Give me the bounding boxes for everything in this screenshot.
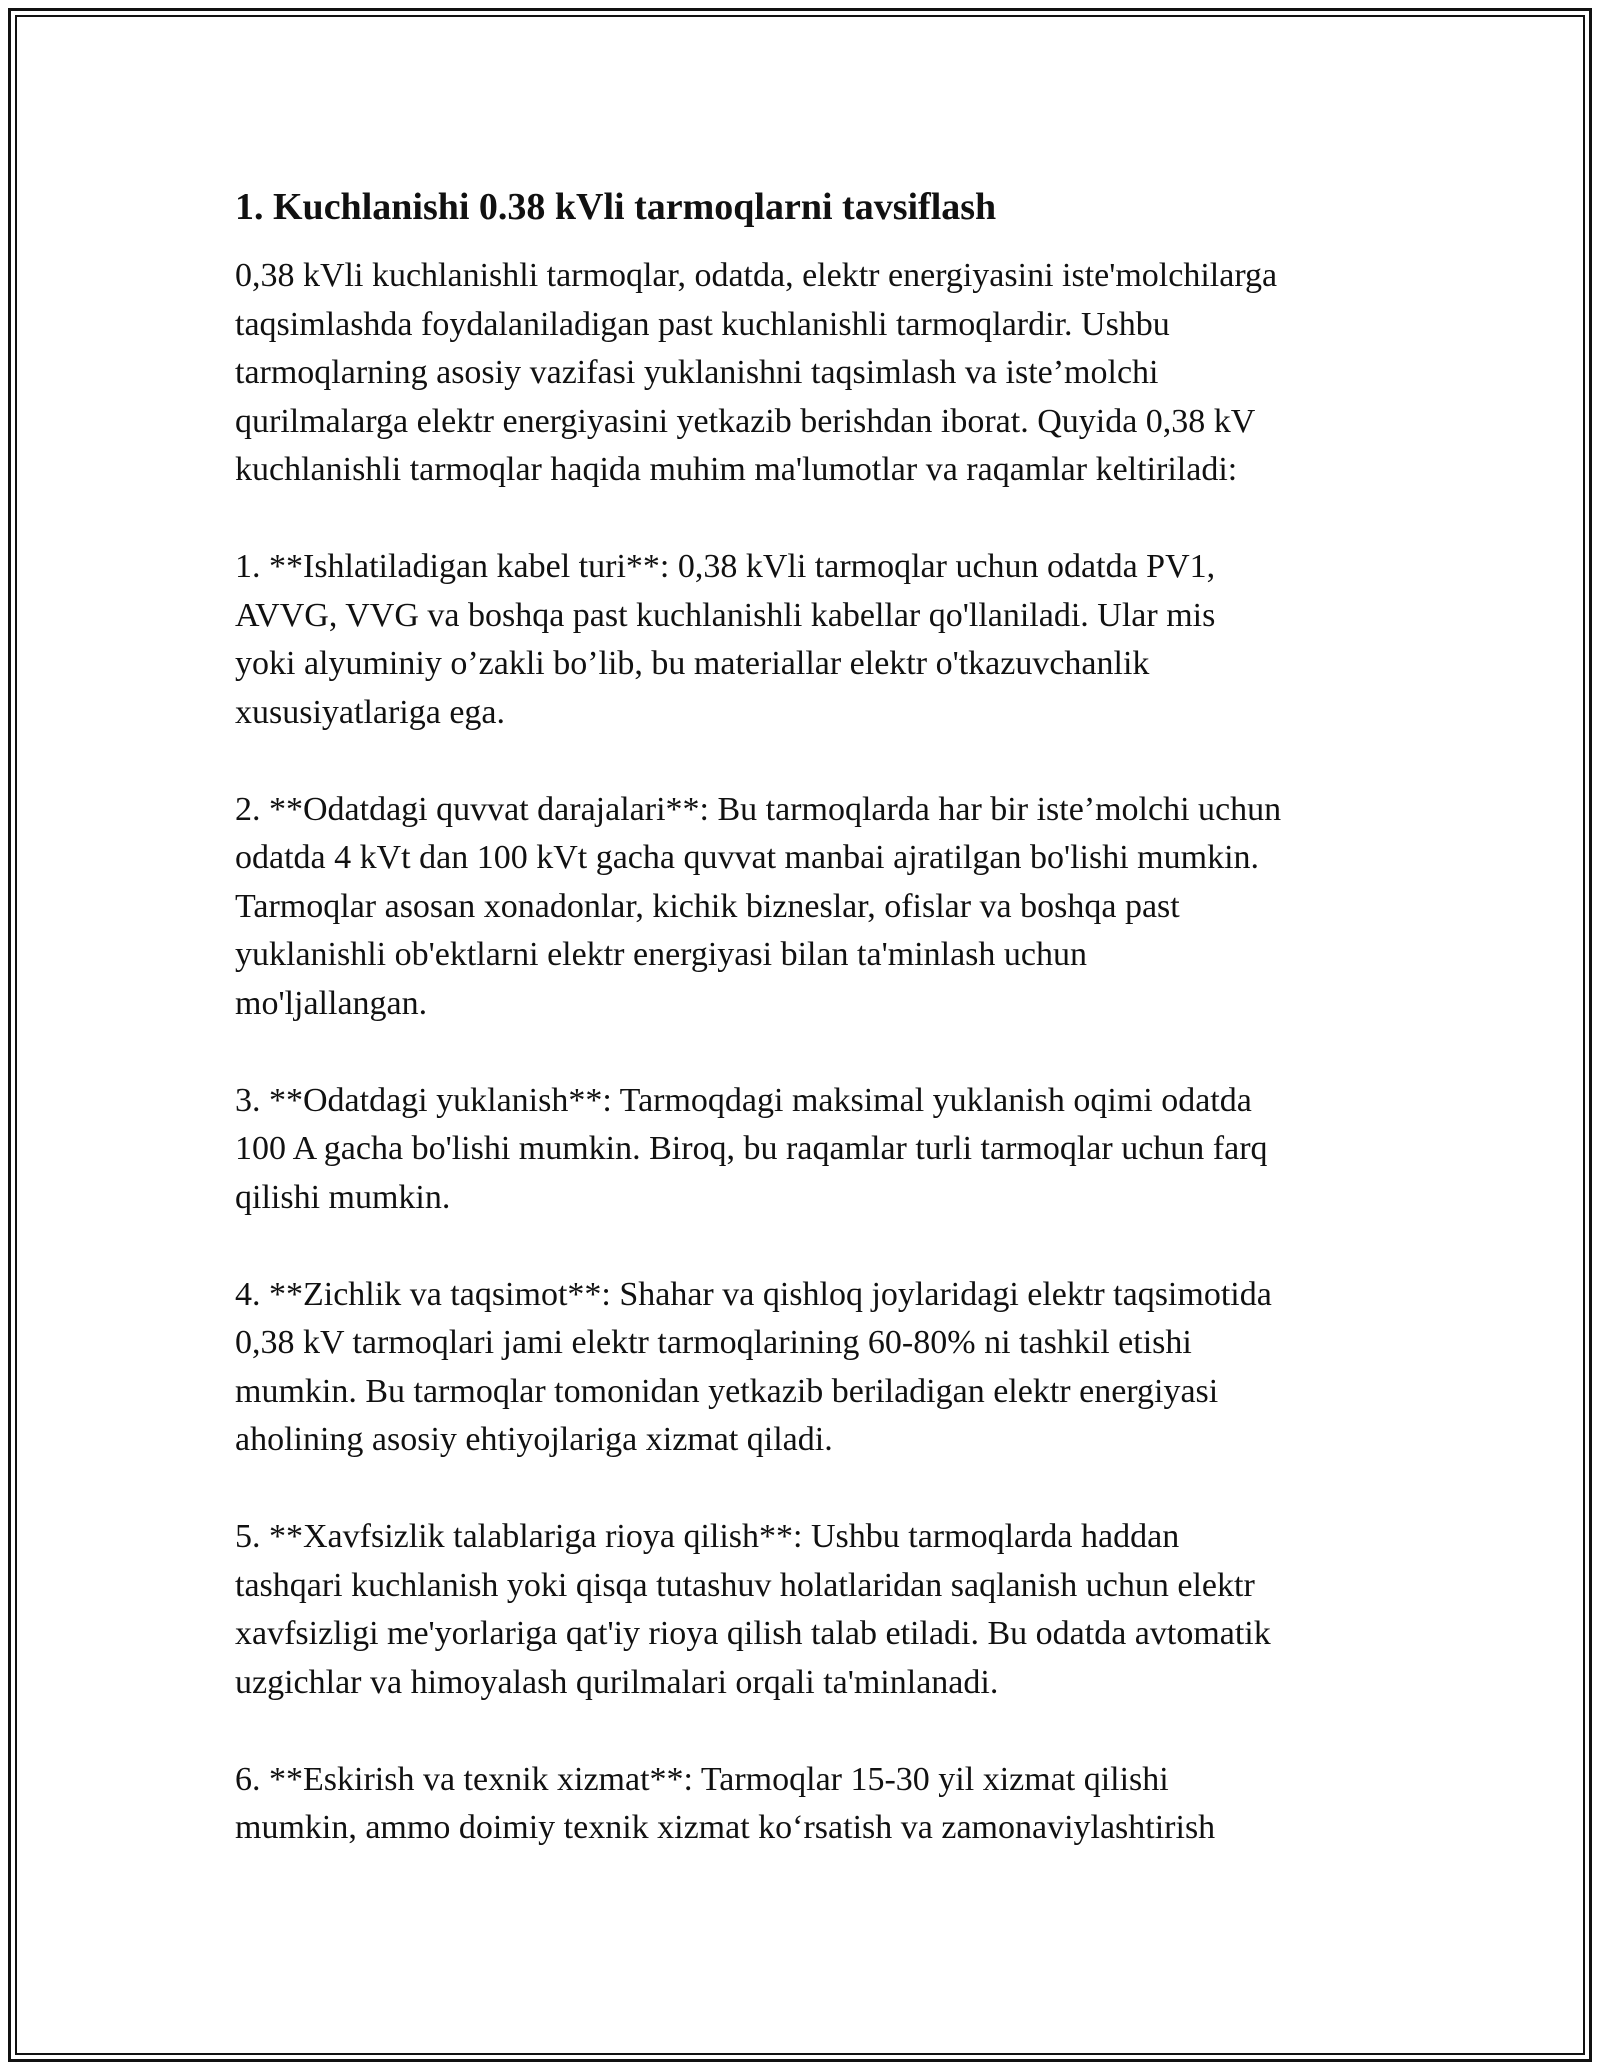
intro-paragraph xyxy=(235,252,1395,495)
text-line: 5. **Xavfsizlik talablariga rioya qilish**: Ushbu tarmoqlarda haddan xyxy=(235,1518,1180,1555)
text-line: 2. **Odatdagi quvvat darajalari**: Bu tarmoqlarda har bir iste’molchi uchun xyxy=(235,790,1282,828)
text-line: 4. **Zichlik va taqsimot**: Shahar va qishloq joylaridagi elektr taqsimotida xyxy=(235,1275,1272,1313)
text-line: qilishi mumkin. xyxy=(235,1178,451,1216)
text-line: 100 A gacha bo'lishi mumkin. Biroq, bu raqamlar turli tarmoqlar uchun farq xyxy=(235,1130,1268,1167)
list-item-safety xyxy=(235,1513,1395,1707)
list-item-power-levels xyxy=(235,786,1395,1029)
text-line: mo'ljallangan. xyxy=(235,984,428,1022)
text-line: mumkin, ammo doimiy texnik xizmat ko‘rsatish va zamonaviylashtirish xyxy=(235,1809,1216,1846)
text-line: kuchlanishli tarmoqlar haqida muhim ma'lumotlar va raqamlar keltiriladi: xyxy=(235,451,1238,488)
text-line: 0,38 kV tarmoqlari jami elektr tarmoqlarining 60-80% ni tashkil etishi xyxy=(235,1324,1192,1361)
list-item-load xyxy=(235,1077,1395,1223)
text-line: taqsimlashda foydalaniladigan past kuchlanishli tarmoqlardir. Ushbu xyxy=(235,305,1170,343)
text-line: 3. **Odatdagi yuklanish**: Tarmoqdagi maksimal yuklanish oqimi odatda xyxy=(235,1081,1252,1119)
list-item-cable-type xyxy=(235,543,1395,737)
text-line: Tarmoqlar asosan xonadonlar, kichik bizneslar, ofislar va boshqa past xyxy=(235,887,1180,925)
section-heading: 1. Kuchlanishi 0.38 kVli tarmoqlarni tavsiflash xyxy=(235,186,997,228)
text-line: qurilmalarga elektr energiyasini yetkazib berishdan iborat. Quyida 0,38 kV xyxy=(235,402,1256,440)
text-line: xavfsizligi me'yorlariga qat'iy rioya qilish talab etiladi. Bu odatda avtomatik xyxy=(235,1615,1271,1652)
text-line: odatda 4 kVt dan 100 kVt gacha quvvat manbai ajratilgan bo'lishi mumkin. xyxy=(235,839,1260,876)
text-line: uzgichlar va himoyalash qurilmalari orqali ta'minlanadi. xyxy=(235,1663,999,1701)
list-item-density xyxy=(235,1271,1395,1465)
document-body xyxy=(235,182,1395,1901)
text-line: AVVG, VVG va boshqa past kuchlanishli kabellar qo'llaniladi. Ular mis xyxy=(235,596,1216,634)
text-line: 1. **Ishlatiladigan kabel turi**: 0,38 kVli tarmoqlar uchun odatda PV1, xyxy=(235,548,1216,585)
text-line: 0,38 kVli kuchlanishli tarmoqlar, odatda, elektr energiyasini iste'molchilarga xyxy=(235,257,1278,294)
list-item-maintenance xyxy=(235,1756,1395,1853)
text-line: yoki alyuminiy o’zakli bo’lib, bu materiallar elektr o'tkazuvchanlik xyxy=(235,645,1150,682)
text-line: tashqari kuchlanish yoki qisqa tutashuv holatlaridan saqlanish uchun elektr xyxy=(235,1566,1255,1604)
text-line: 6. **Eskirish va texnik xizmat**: Tarmoqlar 15-30 yil xizmat qilishi xyxy=(235,1760,1169,1798)
text-line: mumkin. Bu tarmoqlar tomonidan yetkazib beriladigan elektr energiyasi xyxy=(235,1372,1219,1410)
text-line: yuklanishli ob'ektlarni elektr energiyasi bilan ta'minlash uchun xyxy=(235,936,1087,973)
text-line: aholining asosiy ehtiyojlariga xizmat qiladi. xyxy=(235,1421,833,1458)
text-line: xususiyatlariga ega. xyxy=(235,693,506,731)
text-line: tarmoqlarning asosiy vazifasi yuklanishni taqsimlash va iste’molchi xyxy=(235,354,1159,391)
